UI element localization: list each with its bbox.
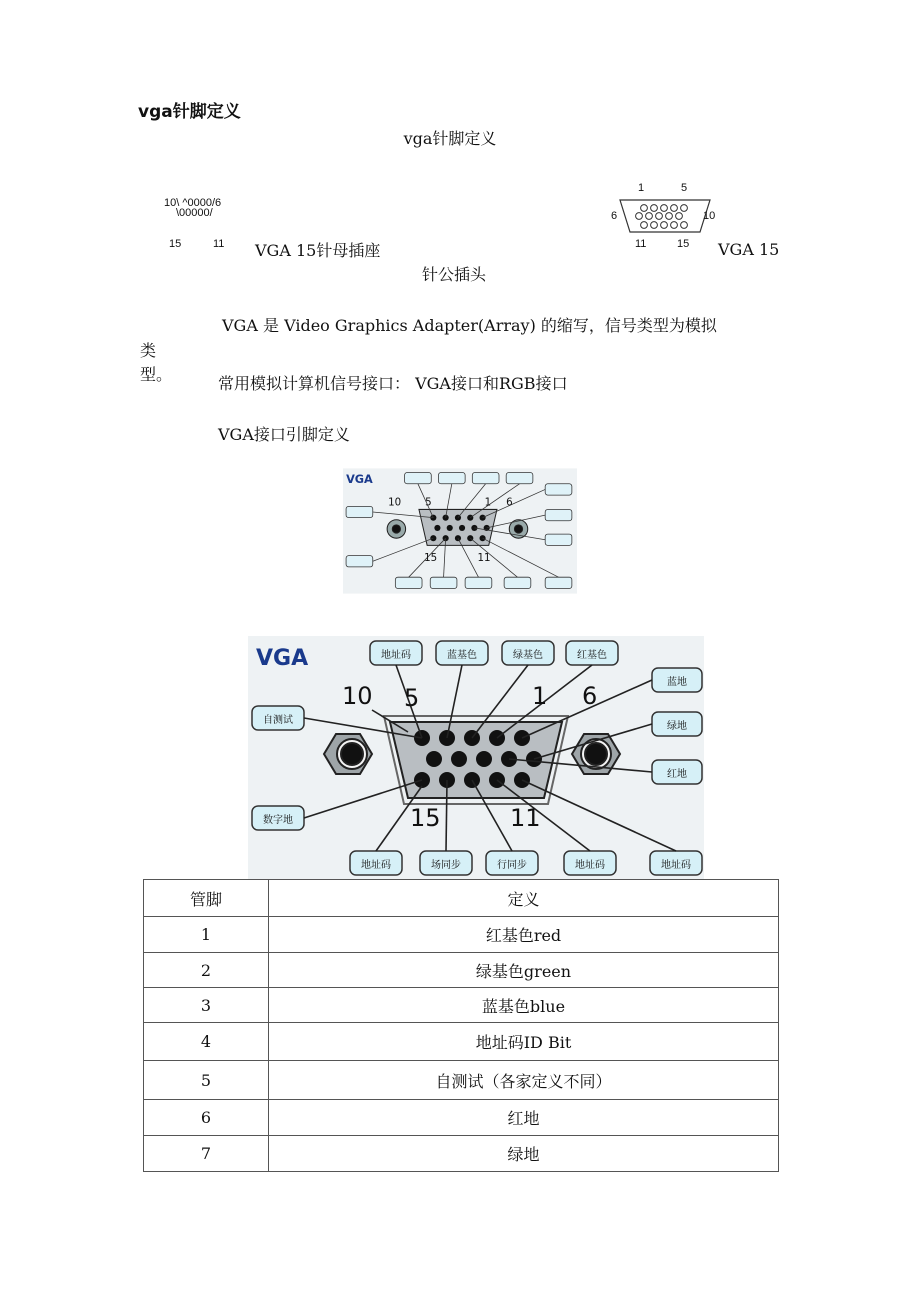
svg-text:1: 1 [484,496,492,509]
table-row [144,1061,779,1100]
male-pin-11: 11 [635,238,647,250]
female-caption: VGA 15针母插座 [255,241,381,260]
pin-definition: 红基色red [269,917,779,953]
vga-diagram-small [343,468,577,594]
vga-logo: VGA [256,646,309,671]
male-caption-wrap: 针公插头 [422,265,487,284]
pin-definition: 红地 [269,1100,779,1136]
pin-definition: 绿基色green [269,953,779,988]
table-row [144,953,779,988]
svg-text:VGA: VGA [346,472,373,486]
diagram-num-11: 11 [510,804,541,832]
pin-number: 3 [144,988,269,1023]
male-pin-6: 6 [611,210,618,222]
diagram-num-15: 15 [410,804,441,832]
table-row [144,1100,779,1136]
label-top-blue: 蓝基色 [447,650,477,661]
label-right-blue-ground: 蓝地 [667,677,687,688]
label-bottom-vsync: 场同步 [431,860,461,871]
label-top-address: 地址码 [381,650,411,661]
pin-definition: 自测试（各家定义不同） [269,1061,779,1100]
pin-definition-table [143,879,779,1172]
table-header-row [144,880,779,917]
male-pin-15: 15 [677,238,690,250]
pin-definition: 蓝基色blue [269,988,779,1023]
table-row [144,1136,779,1172]
diagram-num-5: 5 [404,684,420,712]
label-right-green-ground: 绿地 [667,721,687,732]
label-bottom-address-1: 地址码 [361,860,391,871]
label-bottom-address-2: 地址码 [575,860,605,871]
header-pin: 管脚 [144,880,269,917]
table-row [144,988,779,1023]
svg-text:6: 6 [506,496,513,509]
diagram-num-1: 1 [532,682,548,710]
label-bottom-address-3: 地址码 [661,860,691,871]
doc-center-title: vga针脚定义 [403,129,497,148]
header-definition: 定义 [269,880,779,917]
female-connector-row2: \00000/ [176,207,213,219]
female-pin-15: 15 [169,238,182,250]
label-right-red-ground: 红地 [667,769,687,780]
male-pin-10: 10 [703,210,716,222]
male-caption-tail: VGA 15 [718,240,780,259]
table-row [144,1023,779,1061]
doc-heading: vga针脚定义 [138,102,241,122]
para-interfaces: 常用模拟计算机信号接口： VGA接口和RGB接口 [218,374,568,393]
svg-text:10: 10 [388,496,402,509]
male-pin-1: 1 [638,182,645,194]
vga-diagram-small-graphic [343,468,577,594]
vga-diagram-large-graphic [248,636,704,880]
pin-definition: 绿地 [269,1136,779,1172]
svg-text:15: 15 [424,551,438,564]
pin-definition: 地址码ID Bit [269,1023,779,1061]
label-top-green: 绿基色 [513,650,543,661]
para-vga-line1: VGA 是 Video Graphics Adapter(Array) 的缩写，信号类型为模拟 [222,316,717,335]
male-connector-pins [636,205,688,229]
male-pin-5: 5 [681,182,688,194]
para-pin-definition: VGA接口引脚定义 [218,425,350,444]
svg-text:5: 5 [425,496,432,509]
pin-number: 2 [144,953,269,988]
label-bottom-hsync: 行同步 [497,860,527,871]
pin-number: 1 [144,917,269,953]
vga-diagram-large [248,636,704,880]
diagram-num-6: 6 [582,682,598,710]
table-row [144,917,779,953]
female-pin-11: 11 [213,238,225,250]
para-vga-side2: 型。 [140,365,173,384]
female-connector-row1: 10\ ^0000/6 [164,197,222,209]
diagram-num-10: 10 [342,682,373,710]
label-top-red: 红基色 [577,650,607,661]
para-vga-side1: 类 [140,341,157,360]
label-left-digital-ground: 数字地 [263,815,293,826]
pin-number: 5 [144,1061,269,1100]
pin-number: 4 [144,1023,269,1061]
pin-number: 7 [144,1136,269,1172]
svg-text:11: 11 [477,551,491,564]
pin-number: 6 [144,1100,269,1136]
label-left-selftest: 自测试 [263,715,293,726]
